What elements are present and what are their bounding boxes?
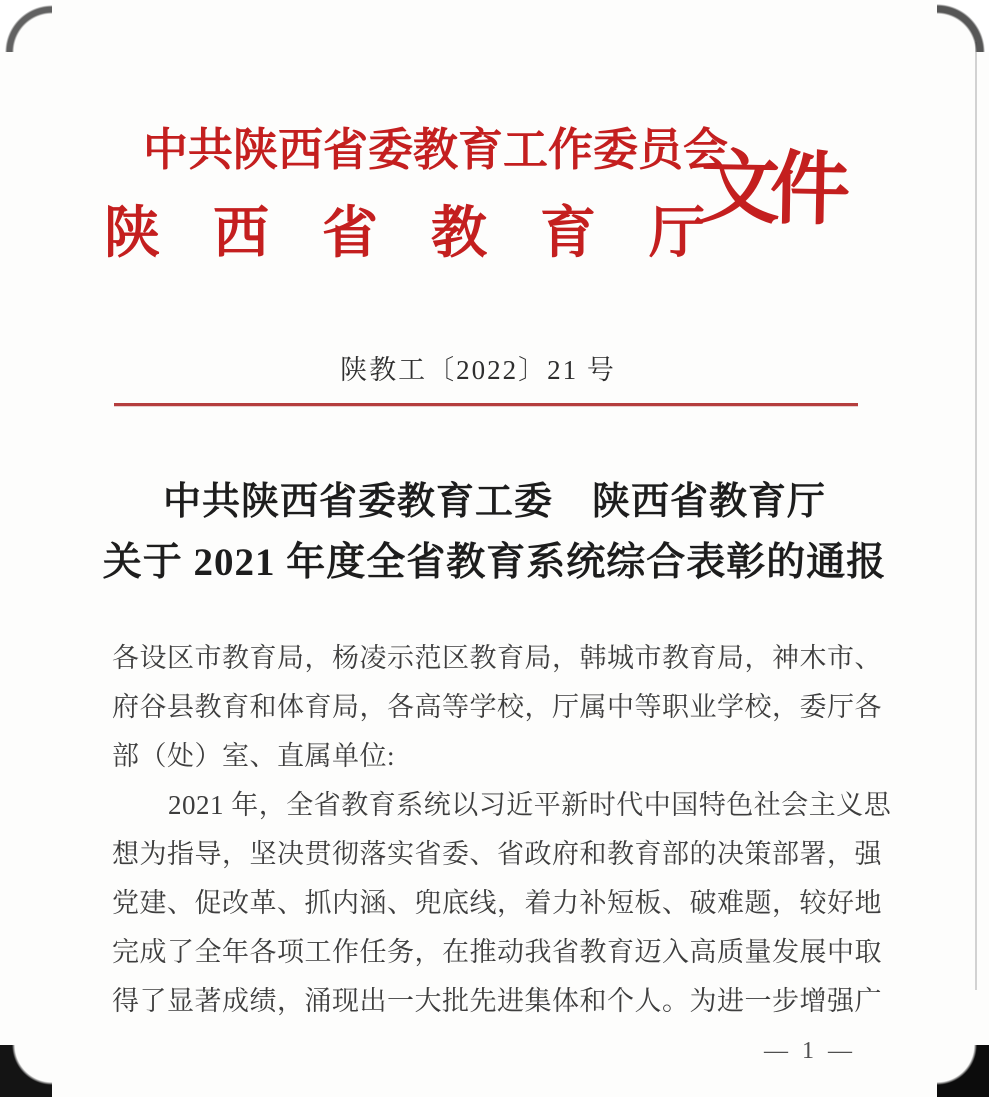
body-line: 2021 年，全省教育系统以习近平新时代中国特色社会主义思 [168, 790, 892, 820]
masthead-doc-type-label: 文件 [699, 144, 841, 236]
body-line: 党建、促改革、抓内涵、兜底线，着力补短板、破难题，较好地 [112, 888, 882, 918]
corner-artifact-top-left [0, 0, 52, 52]
body-line: 部（处）室、直属单位: [112, 741, 396, 771]
masthead-org-line2: 陕西省教育厅 [104, 203, 705, 265]
body-line: 想为指导，坚决贯彻落实省委、省政府和教育部的决策部署，强 [112, 839, 882, 869]
doc-title [0, 472, 989, 594]
corner-artifact-bottom-right [937, 1045, 989, 1097]
doc-title-line1: 中共陕西省委教育工委 陕西省教育厅 [162, 481, 826, 523]
doc-body [112, 634, 892, 1026]
page-number: — 1 — [764, 1038, 856, 1064]
page-edge-line [975, 42, 977, 990]
masthead-org-line1: 中共陕西省委教育工作委员会 [143, 125, 729, 175]
corner-artifact-top-right [937, 0, 989, 52]
red-divider-line [114, 403, 858, 406]
doc-reference-number: 陕教工〔2022〕21 号 [340, 355, 616, 385]
body-line: 各设区市教育局，杨凌示范区教育局，韩城市教育局，神木市、 [112, 643, 882, 673]
body-line: 完成了全年各项工作任务，在推动我省教育迈入高质量发展中取 [112, 937, 882, 967]
doc-title-line2: 关于 2021 年度全省教育系统综合表彰的通报 [102, 541, 887, 584]
corner-artifact-bottom-left [0, 1045, 52, 1097]
body-line: 得了显著成绩，涌现出一大批先进集体和个人。为进一步增强广 [112, 986, 882, 1016]
body-line: 府谷县教育和体育局，各高等学校，厅属中等职业学校，委厅各 [112, 692, 882, 722]
